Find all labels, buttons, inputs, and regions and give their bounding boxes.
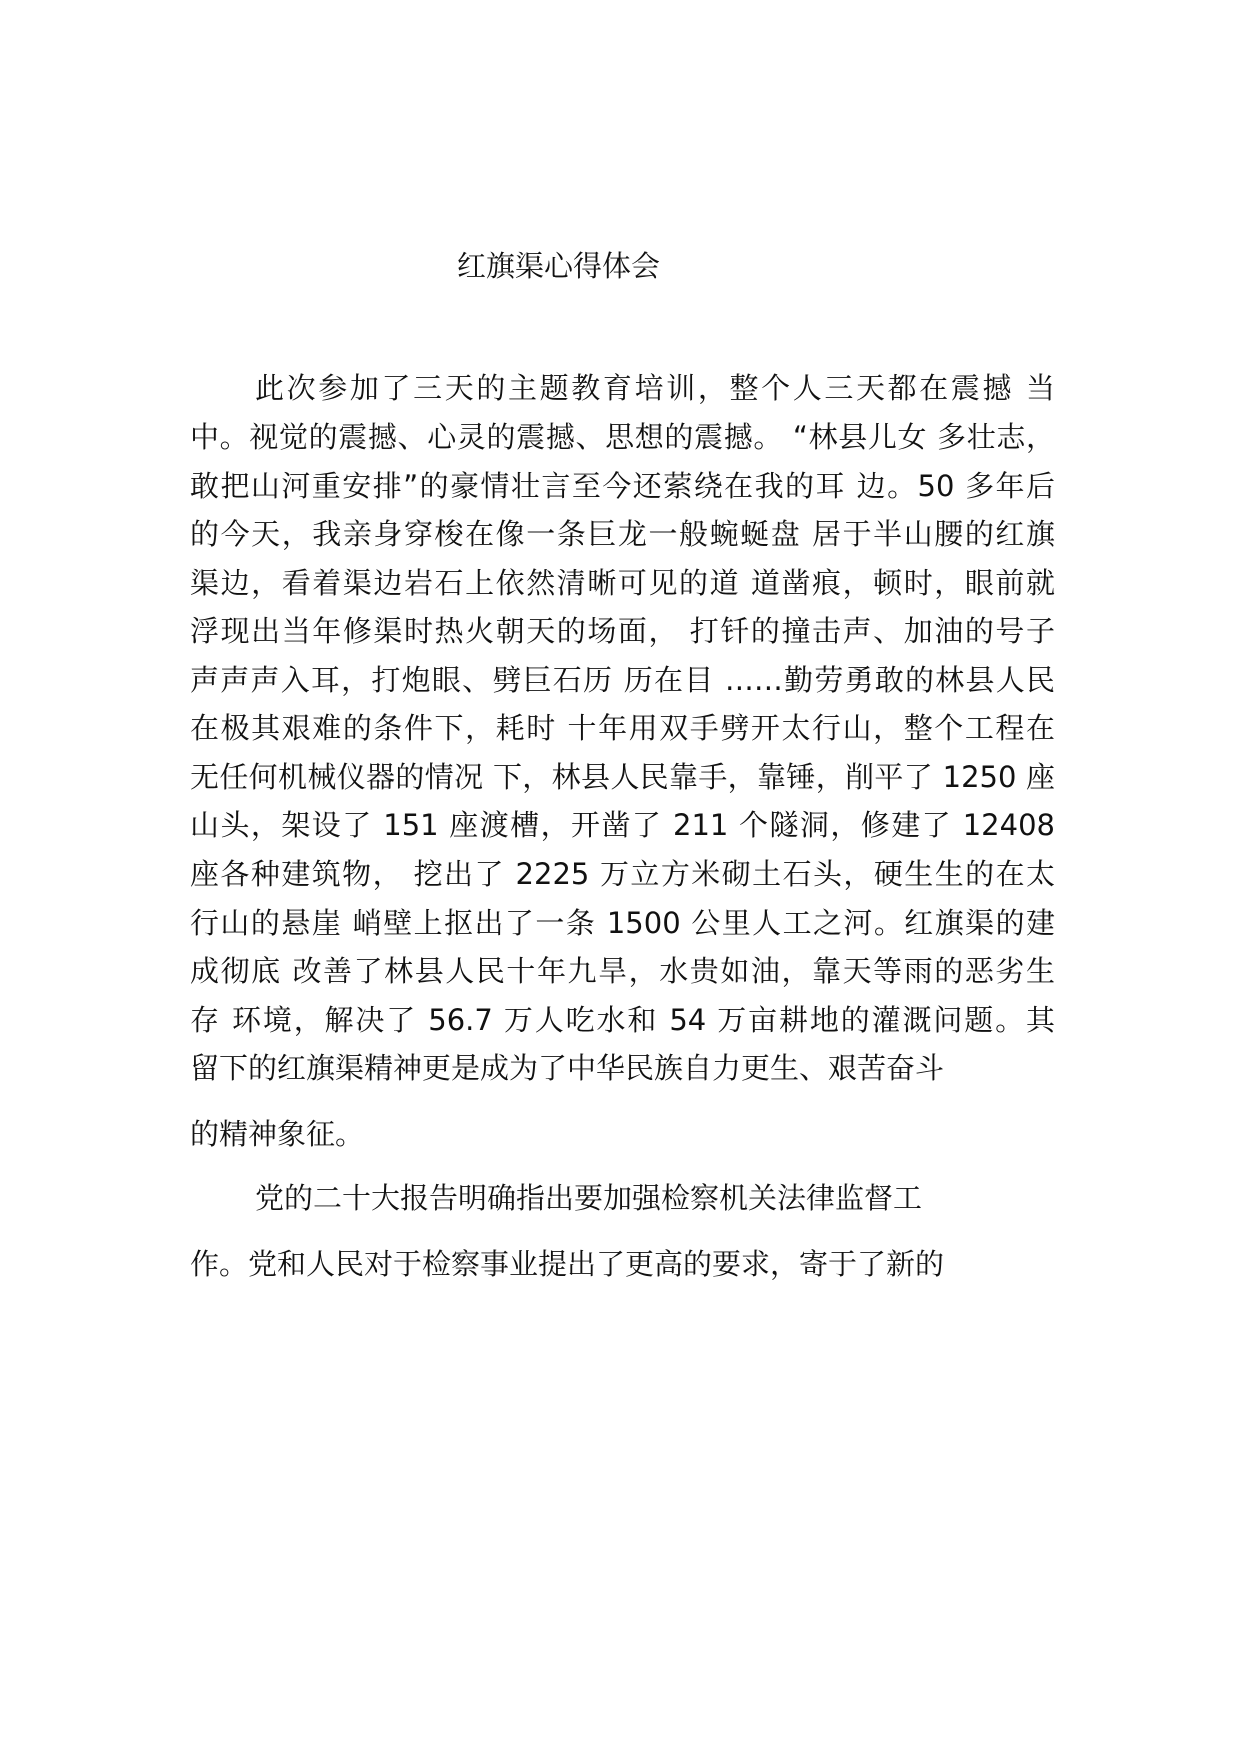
paragraph-1-line-4: 的今天，我亲身穿梭在像一条巨龙一般蜿蜒盘 居于半山腰的红旗 [190,517,1055,551]
paragraph-1-line-12: 行山的悬崖 峭壁上抠出了一条 1500 公里人工之河。红旗渠的建 [190,906,1055,940]
paragraph-1-line-15: 留下的红旗渠精神更是成为了中华民族自力更生、艰苦奋斗 [190,1051,945,1085]
paragraph-1-line-8: 在极其艰难的条件下，耗时 十年用双手劈开太行山，整个工程在 [190,711,1055,745]
paragraph-2-line-2: 作。党和人民对于检察事业提出了更高的要求，寄于了新的 [190,1247,945,1281]
paragraph-1-line-16: 的精神象征。 [190,1117,365,1151]
paragraph-1-line-7: 声声声入耳，打炮眼、劈巨石历 历在目 ……勤劳勇敢的林县人民 [190,663,1055,697]
paragraph-2-line-1: 党的二十大报告明确指出要加强检察机关法律监督工 [255,1181,923,1215]
document-title: 红旗渠心得体会 [457,249,661,283]
paragraph-1-line-13: 成彻底 改善了林县人民十年九旱，水贵如油，靠天等雨的恶劣生 [190,954,1055,988]
paragraph-1-line-9: 无任何机械仪器的情况 下，林县人民靠手，靠锤，削平了 1250 座 [190,760,1055,794]
paragraph-1-line-3: 敢把山河重安排”的豪情壮言至今还萦绕在我的耳 边。50 多年后 [190,469,1055,503]
paragraph-1-line-6: 浮现出当年修渠时热火朝天的场面， 打钎的撞击声、加油的号子 [190,614,1055,648]
paragraph-1-line-1: 此次参加了三天的主题教育培训，整个人三天都在震撼 当 [255,371,1055,405]
paragraph-1-line-5: 渠边，看着渠边岩石上依然清晰可见的道 道凿痕，顿时，眼前就 [190,566,1055,600]
paragraph-1-line-2: 中。视觉的震撼、心灵的震撼、思想的震撼。 “林县儿女 多壮志， [190,420,1055,454]
paragraph-1-line-14: 存 环境，解决了 56.7 万人吃水和 54 万亩耕地的灌溉问题。其 [190,1003,1055,1037]
paragraph-1-line-10: 山头，架设了 151 座渡槽，开凿了 211 个隧洞，修建了 12408 [190,808,1055,842]
paragraph-1-line-11: 座各种建筑物， 挖出了 2225 万立方米砌土石头，硬生生的在太 [190,857,1055,891]
